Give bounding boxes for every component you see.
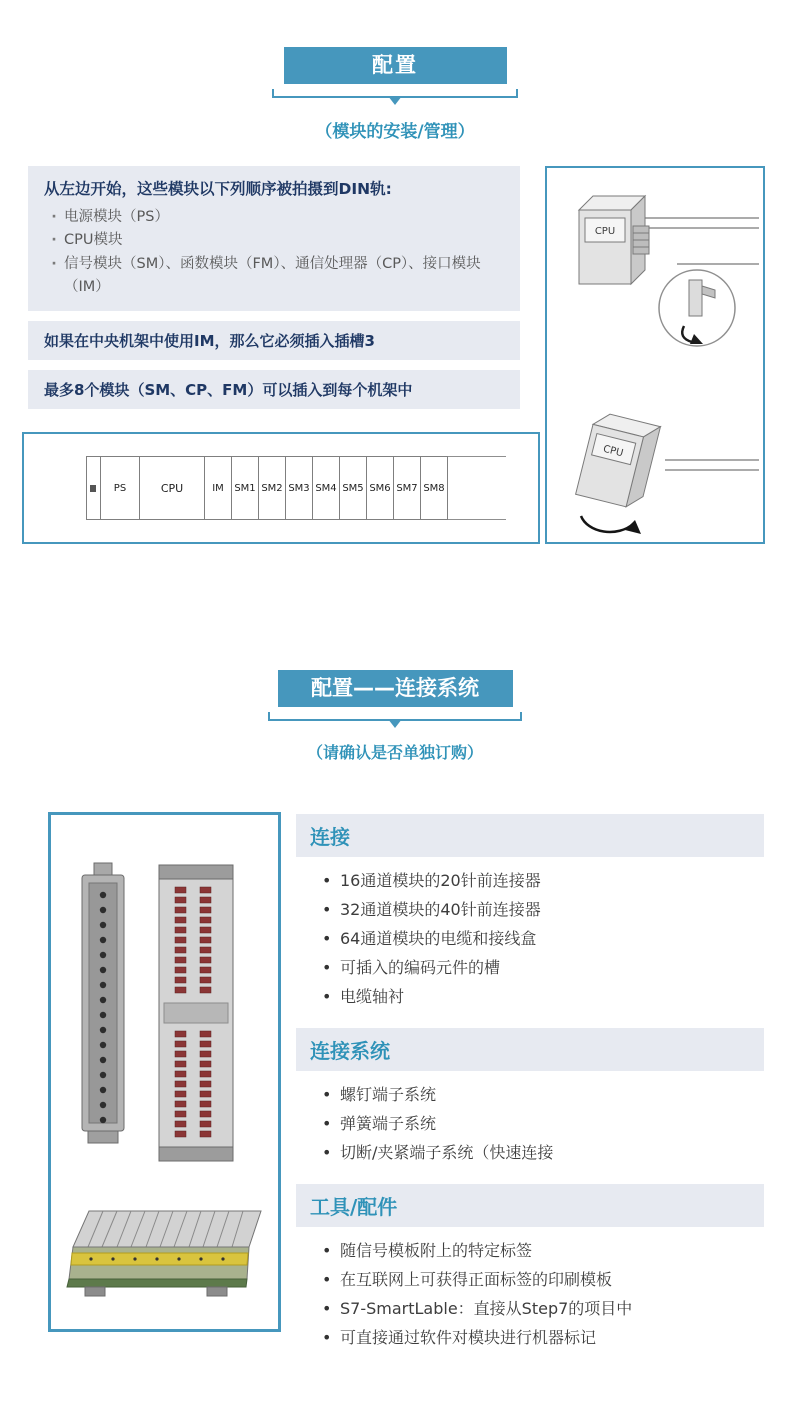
rack-strip	[86, 456, 506, 520]
front-connector-20pin	[82, 863, 124, 1143]
list-item	[322, 1236, 764, 1265]
group-connection-title: 连接	[296, 814, 764, 857]
list-item-text: · 信号模块（SM）、函数模块（FM）、通信处理器（CP）、接口模块（IM）	[64, 255, 481, 296]
list-item	[44, 206, 504, 229]
group-tools-accessories-list	[296, 1236, 764, 1352]
list-item-text: • 32通道模块的40针前连接器	[340, 900, 541, 919]
cpu-label-top: CPU	[594, 226, 616, 237]
list-item-text: • S7-SmartLable：直接从Step7的项目中	[340, 1299, 633, 1318]
list-item	[322, 1265, 764, 1294]
group-connection-system-list	[296, 1080, 764, 1167]
connectors-image	[51, 815, 278, 1329]
cpu-mounting-illustration-box	[545, 166, 765, 544]
list-item-text: • 可插入的编码元件的槽	[340, 958, 501, 977]
screw-icon	[90, 485, 96, 492]
section1-subtitle: （模块的安装/管理）	[315, 122, 475, 142]
rotation-arrow	[581, 516, 641, 534]
connectors-image-box	[48, 812, 281, 1332]
din-rail-order-box	[28, 166, 520, 311]
list-item	[44, 229, 504, 252]
group-tools-accessories	[296, 1184, 764, 1352]
cpu-label-bottom: CPU	[601, 443, 625, 460]
rack-slot-im: IM	[204, 456, 232, 520]
rack-slot-ps: PS	[100, 456, 140, 520]
list-item	[322, 1294, 764, 1323]
rail-extension	[448, 456, 506, 520]
module-rules-column	[28, 166, 520, 419]
max-modules-note-box: 最多8个模块（SM、CP、FM）可以插入到每个机架中	[28, 370, 520, 409]
group-connection	[296, 814, 764, 1011]
rack-slot-sm7: SM7	[393, 456, 421, 520]
list-item-text: • 电缆轴衬	[340, 987, 405, 1006]
rack-slot-sm1: SM1	[231, 456, 259, 520]
im-slot-note-box: 如果在中央机架中使用IM，那么它必须插入插槽3	[28, 321, 520, 360]
list-item-text: • 64通道模块的电缆和接线盒	[340, 929, 537, 948]
list-item	[322, 953, 764, 982]
list-item	[322, 924, 764, 953]
list-item-text: • 螺钉端子系统	[340, 1085, 437, 1104]
rack-slot-sm5: SM5	[339, 456, 367, 520]
down-arrow-icon	[388, 96, 402, 105]
list-item-text: • 16通道模块的20针前连接器	[340, 871, 541, 890]
rack-slot-cpu: CPU	[139, 456, 205, 520]
list-item	[322, 866, 764, 895]
section1-banner-title: 配置	[284, 47, 507, 84]
connection-info-column	[296, 814, 764, 1369]
list-item-text: · 电源模块（PS）	[64, 209, 169, 225]
latch-detail-magnifier	[659, 270, 735, 346]
list-item	[322, 982, 764, 1011]
cpu-mounting-illustration	[547, 168, 763, 542]
list-item-text: · CPU模块	[64, 232, 123, 249]
list-item	[322, 895, 764, 924]
cpu-module-top	[579, 196, 649, 284]
section2-banner-title: 配置——连接系统	[278, 670, 513, 707]
group-connection-system-title: 连接系统	[296, 1028, 764, 1071]
module-order-list	[44, 206, 504, 300]
din-rail-top	[639, 218, 759, 264]
group-tools-accessories-title: 工具/配件	[296, 1184, 764, 1227]
din-rail-bottom	[665, 460, 759, 470]
list-item	[322, 1109, 764, 1138]
group-connection-list	[296, 866, 764, 1011]
list-item	[322, 1080, 764, 1109]
section2-subtitle: （请确认是否单独订购）	[306, 743, 483, 762]
cpu-module-bottom	[576, 411, 661, 510]
list-item-text: • 弹簧端子系统	[340, 1114, 437, 1133]
rack-slot-sm6: SM6	[366, 456, 394, 520]
rack-slot-sm4: SM4	[312, 456, 340, 520]
list-item	[322, 1323, 764, 1352]
rack-slot-sm3: SM3	[285, 456, 313, 520]
list-item-text: • 切断/夹紧端子系统（快速连接	[340, 1143, 554, 1162]
group-connection-system	[296, 1028, 764, 1167]
list-item	[322, 1138, 764, 1167]
down-arrow-icon	[388, 719, 402, 728]
rack-slot-sm2: SM2	[258, 456, 286, 520]
front-connector-40pin	[159, 865, 233, 1161]
din-rail-order-title: 从左边开始，这些模块以下列顺序被拍摄到DIN轨:	[44, 180, 392, 198]
list-item-text: • 随信号模板附上的特定标签	[340, 1241, 533, 1260]
rack-diagram-box	[22, 432, 540, 544]
rack-slot-sm8: SM8	[420, 456, 448, 520]
terminal-block-image	[67, 1211, 261, 1296]
list-item	[44, 253, 504, 300]
section1-banner	[272, 47, 518, 105]
rack-end-cap	[86, 456, 101, 520]
list-item-text: • 可直接通过软件对模块进行机器标记	[340, 1328, 597, 1347]
list-item-text: • 在互联网上可获得正面标签的印刷模板	[340, 1270, 613, 1289]
section2-banner	[268, 670, 522, 728]
